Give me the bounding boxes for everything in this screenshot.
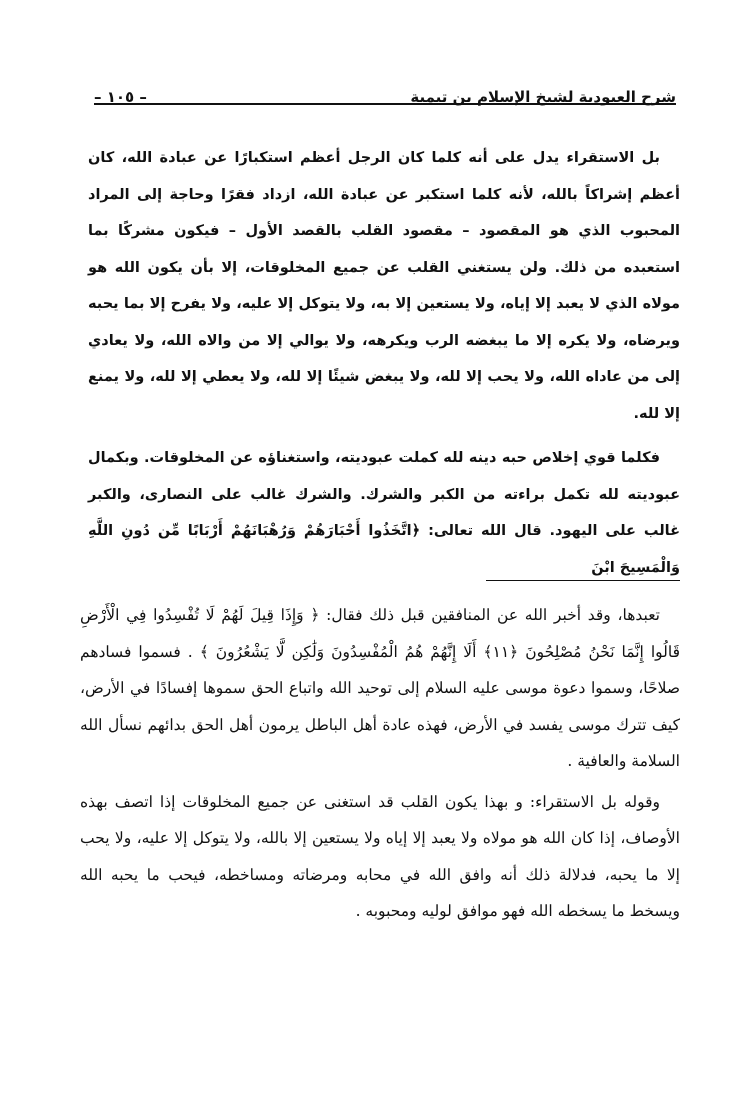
running-title: شرح العبودية لشيخ الإسلام بن تيمية — [410, 88, 676, 106]
main-paragraph: فكلما قوي إخلاص حبه دينه لله كملت عبوديته، واستغناؤه عن المخلوقات. وبكمال عبوديته لله تكمل براءته من الكبر والشرك. والشرك غالب على النصارى، والكبر غالب على اليهود. قال الله تعالى: ﴿اتَّخَذُوا أَحْبَارَهُمْ وَرُهْبَانَهُمْ أَرْبَابًا مِّن دُونِ اللَّهِ وَالْمَسِيحَ ابْنَ — [88, 450, 680, 576]
page-number: – ١٠٥ – — [94, 88, 147, 106]
footnotes — [80, 597, 680, 930]
footnote-paragraph: وقوله بل الاستقراء: و بهذا يكون القلب قد استغنى عن جميع المخلوقات إذا اتصف بهذه الأوصاف، إذا كان الله هو مولاه ولا يعبد إلا إياه ولا يستعين إلا بالله، ولا يتوكل إلا عليه، ولا يحب إلا ما يحبه، فدلالة ذلك أنه وافق الله في محابه ومرضاته ومساخطه، فيحب ما يحبه الله ويسخط ما يسخطه الله فهو موافق لوليه ومحبوبه . — [80, 792, 680, 920]
footnote-paragraph: تعبدها، وقد أخبر الله عن المنافقين قبل ذلك فقال: ﴿ وَإِذَا قِيلَ لَهُمْ لَا تُفْسِدُوا فِي الْأَرْضِ قَالُوا إِنَّمَا نَحْنُ مُصْلِحُونَ ﴿١١﴾ أَلَا إِنَّهُمْ هُمُ الْمُفْسِدُونَ وَلَٰكِن لَّا يَشْعُرُونَ ﴾ . فسموا فسادهم صلاحًا، وسموا دعوة موسى عليه السلام إلى توحيد الله واتباع الحق سموها إفسادًا في الأرض، كيف تترك موسى يفسد في الأرض، فهذه عادة أهل الباطل يرمون أهل الحق بدائهم نسأل الله السلامة والعافية . — [80, 606, 680, 770]
page-header — [94, 76, 676, 106]
header-rule — [94, 103, 676, 105]
main-text — [88, 140, 680, 586]
main-paragraph: بل الاستقراء يدل على أنه كلما كان الرجل أعظم استكبارًا عن عبادة الله، كان أعظم إشراكاً بالله، لأنه كلما استكبر عن عبادة الله، ازداد فقرًا وحاجة إلى المراد المحبوب الذي هو المقصود – مقصود القلب بالقصد الأول – فيكون مشركًا بما استعبده من ذلك. ولن يستغني القلب عن جميع المخلوقات، إلا بأن يكون الله هو مولاه الذي لا يعبد إلا إياه، ولا يستعين إلا به، ولا يتوكل إلا عليه، ولا يفرح إلا بما يحبه ويرضاه، ولا يكره إلا ما يبغضه الرب ويكرهه، ولا يوالي إلا من والاه الله، ولا يعادي إلى من عاداه الله، ولا يحب إلا لله، ولا يبغض شيئًا إلا لله، ولا يعطي إلا لله، ولا يمنع إلا لله. — [88, 150, 680, 422]
footnote-separator — [486, 580, 680, 581]
